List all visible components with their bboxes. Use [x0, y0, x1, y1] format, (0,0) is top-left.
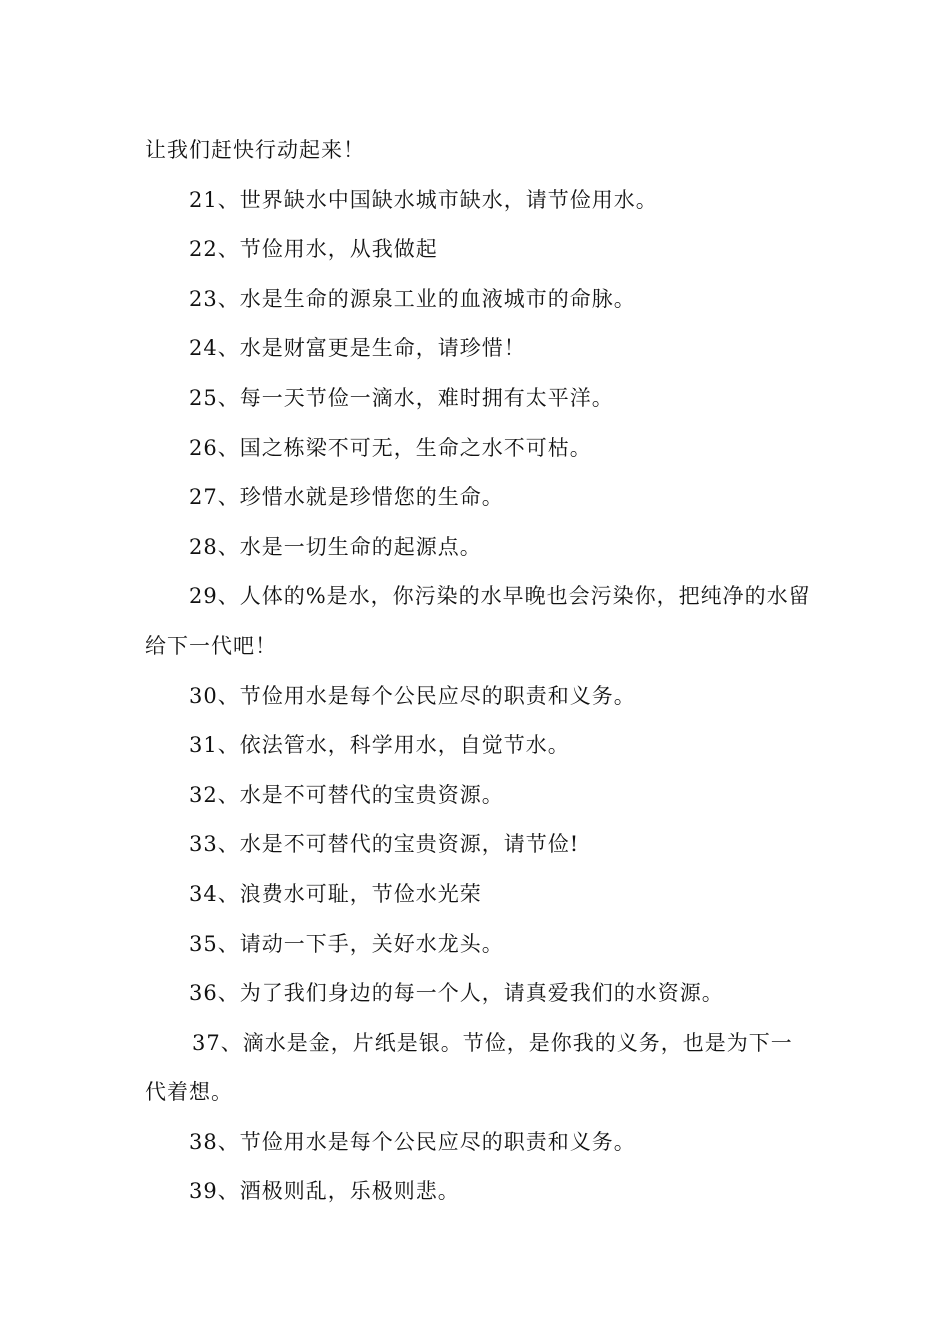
slogan-item-27: 27、珍惜水就是珍惜您的生命。	[189, 485, 504, 510]
slogan-item-39: 39、酒极则乱，乐极则悲。	[189, 1179, 460, 1204]
slogan-item-28: 28、水是一切生命的起源点。	[189, 534, 482, 559]
text-line: 让我们赶快行动起来！	[145, 138, 365, 162]
slogan-item-29: 29、人体的%是水，你污染的水早晚也会污染你，把纯净的水留	[189, 584, 811, 609]
slogan-item-33: 33、水是不可替代的宝贵资源，请节俭!	[189, 832, 580, 857]
slogan-item-30: 30、节俭用水是每个公民应尽的职责和义务。	[189, 683, 636, 708]
slogan-item-24: 24、水是财富更是生命，请珍惜！	[189, 336, 526, 361]
slogan-item-26: 26、国之栋梁不可无，生命之水不可枯。	[189, 435, 592, 460]
slogan-item-25: 25、每一天节俭一滴水，难时拥有太平洋。	[189, 385, 614, 410]
slogan-item-29-continued: 给下一代吧！	[145, 633, 277, 658]
slogan-item-34: 34、浪费水可耻，节俭水光荣	[189, 881, 482, 906]
slogan-item-21: 21、世界缺水中国缺水城市缺水，请节俭用水。	[189, 187, 658, 212]
slogan-item-22: 22、节俭用水，从我做起	[189, 237, 438, 262]
slogan-item-31: 31、依法管水，科学用水，自觉节水。	[189, 733, 570, 758]
document-body	[145, 126, 810, 1217]
slogan-item-32: 32、水是不可替代的宝贵资源。	[189, 782, 504, 807]
slogan-item-36: 36、为了我们身边的每一个人，请真爱我们的水资源。	[189, 981, 724, 1006]
slogan-item-38: 38、节俭用水是每个公民应尽的职责和义务。	[189, 1129, 636, 1154]
slogan-item-37: 37、滴水是金，片纸是银。节俭，是你我的义务，也是为下一	[192, 1030, 793, 1055]
slogan-item-37-continued: 代着想。	[145, 1080, 233, 1105]
slogan-item-23: 23、水是生命的源泉工业的血液城市的命脉。	[189, 286, 636, 311]
slogan-item-35: 35、请动一下手，关好水龙头。	[189, 931, 504, 956]
